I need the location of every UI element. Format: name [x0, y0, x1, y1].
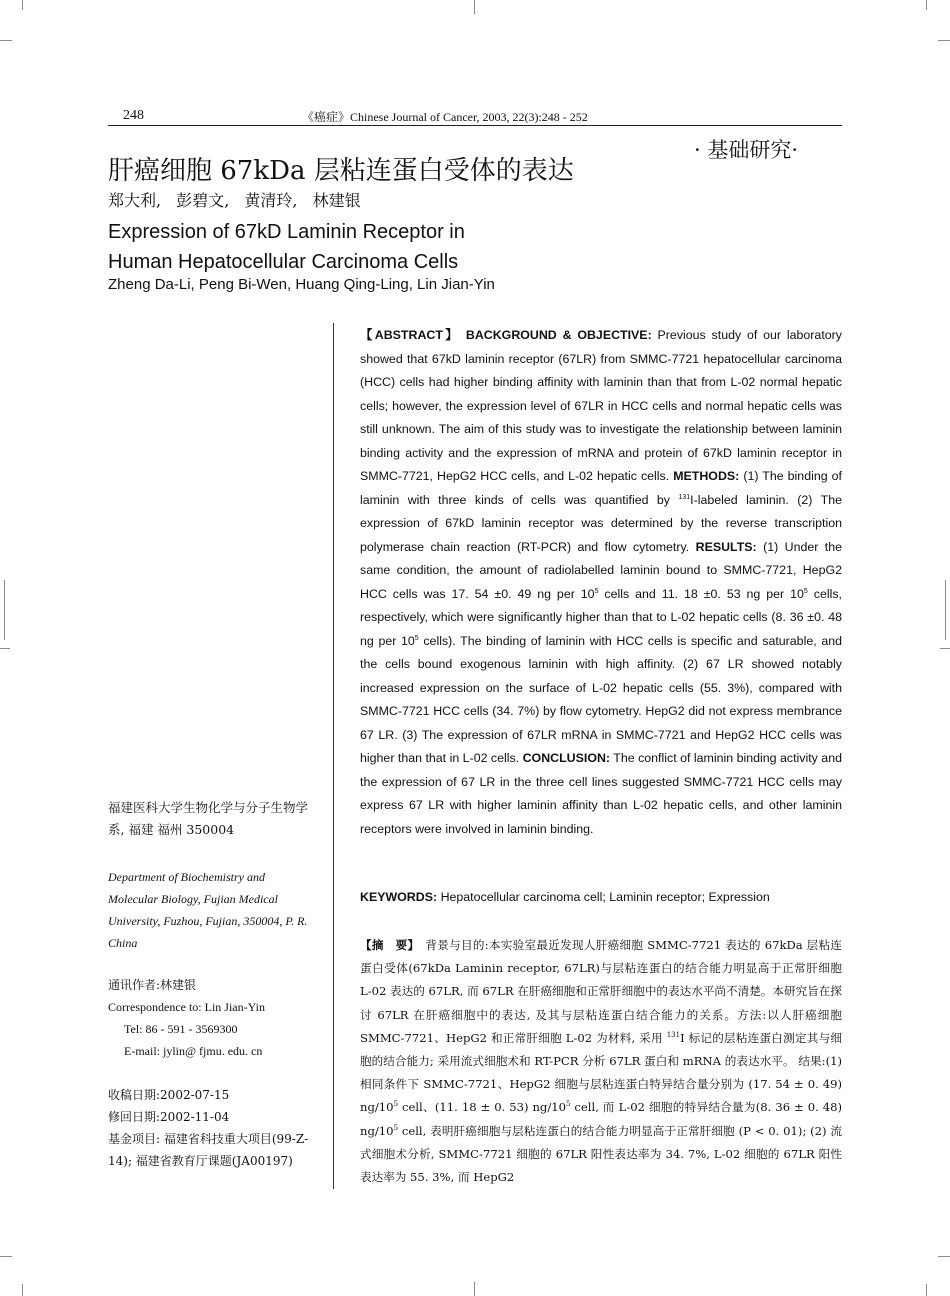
keywords	[360, 890, 842, 904]
results-text: cells). The binding of laminin with HCC cells is specific and saturable, and the cells bound exogenous laminin with high affinity. (2) 67 LR showed notably increased expression on the surface of L-02 hepatic cells (55. 3%), compared with SMMC-7721 HCC cells (34. 7%) by flow cytometry. HepG2 did not express membrance 67 LR. (3) The expression of 67LR mRNA in SMMC-7721 and HepG2 HCC cells was higher than that in L-02 cells.	[360, 633, 842, 765]
authors-en: Zheng Da-Li, Peng Bi-Wen, Huang Qing-Ling, Lin Jian-Yin	[108, 276, 495, 293]
superscript: 5	[566, 1100, 571, 1109]
background-text: Previous study of our laboratory showed that 67kD laminin receptor (67LR) from SMMC-7721 hepatocellular carcinoma (HCC) cells had higher binding affinity with laminin than that from L-02 normal hepatic cells; however, the expression level of 67LR in HCC cells and normal hepatic cells was still unknown. The aim of this study was to investigate the relationship between laminin binding activity and the expression of mRNA and protein of 67kD laminin receptor in SMMC-7721, HepG2 HCC cells, and L-02 hepatic cells.	[360, 328, 842, 483]
author-zh: 林建银	[312, 191, 361, 210]
superscript: 5	[594, 587, 599, 595]
title-en-line: Expression of 67kD Laminin Receptor in	[108, 221, 465, 243]
crop-mark	[926, 0, 927, 10]
abstract-en	[360, 324, 842, 841]
affiliation-en: Department of Biochemistry and Molecular Biology, Fujian Medical University, Fuzhou, Fujian, 350004, P. R. China	[108, 870, 308, 950]
crop-mark	[940, 648, 950, 649]
author-zh: 彭碧文,	[176, 191, 230, 210]
crop-mark	[945, 580, 946, 640]
results-text: cells, respectively, which were significantly higher than that to L-02 hepatic cells (8. 36 ±0. 48 ng per 10	[360, 586, 842, 648]
methods-text: I-labeled laminin. (2) The expression of 67kD laminin receptor was determined by the reverse transcription polymerase chain reaction (RT-PCR) and flow cytometry.	[360, 492, 842, 554]
background-label: BACKGROUND & OBJECTIVE:	[465, 328, 652, 342]
correspondence-en: Correspondence to: Lin Jian-Yin	[108, 1000, 265, 1014]
crop-mark	[0, 648, 10, 649]
crop-mark	[938, 40, 950, 41]
crop-mark	[474, 0, 475, 14]
header-rule	[108, 125, 842, 126]
authors-zh	[108, 188, 371, 211]
superscript: 131	[666, 1030, 681, 1039]
correspondence-zh: 通讯作者:林建银	[108, 978, 197, 992]
abstract-zh-text: cell、(11. 18 ± 0. 53) ng/10	[398, 1100, 566, 1115]
methods-text: (1) The binding of laminin with three kinds of cells was quantified by	[360, 469, 842, 507]
received-date: 收稿日期:2002-07-15	[108, 1088, 230, 1102]
crop-mark	[474, 1282, 475, 1296]
title-en-line: Human Hepatocellular Carcinoma Cells	[108, 251, 459, 273]
abstract-zh-text: cell, 而 L-02 细胞的特异结合量为(8. 36 ± 0. 48) ng/10	[360, 1100, 842, 1138]
crop-mark	[938, 1256, 950, 1257]
title-zh: 肝癌细胞 67kDa 层粘连蛋白受体的表达	[108, 156, 574, 186]
crop-mark	[4, 580, 5, 640]
telephone: Tel: 86 - 591 - 3569300	[124, 1022, 238, 1036]
superscript: 5	[393, 1100, 399, 1109]
title-en	[108, 217, 465, 277]
superscript: 5	[393, 1123, 399, 1132]
abstract-zh-text: cell, 表明肝癌细胞与层粘连蛋白的结合能力明显高于正常肝细胞 (P < 0. 01); (2) 流式细胞术分析, SMMC-7721 细胞的 67LR 阳性表达率为 34. 7%, L-02 细胞的 67LR 阳性表达率为 55. 3%, 而 HepG2	[360, 1123, 842, 1185]
revised-date: 修回日期:2002-11-04	[108, 1110, 230, 1124]
conclusion-label: CONCLUSION:	[522, 751, 611, 765]
abstract-zh-text: I 标记的层粘连蛋白测定其与细胞的结合能力; 采用流式细胞术和 RT-PCR 分析 67LR 蛋白和 mRNA 的表达水平。 结果:(1)相同条件下 SMMC-7721、HepG2 细胞与层粘连蛋白特异结合量分别为 (17. 54 ± 0. 49) ng/10	[360, 1030, 842, 1115]
abstract-zh-text: 背景与目的:本实验室最近发现人肝癌细胞 SMMC-7721 表达的 67kDa 层粘连蛋白受体(67kDa Laminin receptor, 67LR)与层粘连蛋白的结合能力明显高于正常肝细胞 L-02 表达的 67LR, 而 67LR 在肝癌细胞和正常肝细胞中的表达水平尚不清楚。本研究旨在探讨 67LR 在肝癌细胞中的表达, 及其与层粘连蛋白结合能力的关系。方法:以人肝癌细胞 SMMC-7721、HepG2 和正常肝细胞 L-02 为材料, 采用	[360, 938, 842, 1045]
superscript: 5	[414, 634, 419, 642]
section-label: · 基础研究·	[694, 138, 799, 162]
article-dates	[108, 1084, 313, 1172]
crop-mark	[0, 1256, 12, 1257]
keywords-text: Hepatocellular carcinoma cell; Laminin receptor; Expression	[440, 890, 770, 904]
affiliation-zh: 福建医科大学生物化学与分子生物学系, 福建 福州 350004	[108, 800, 309, 837]
superscript: 5	[803, 587, 808, 595]
email: E-mail: jylin@ fjmu. edu. cn	[124, 1044, 263, 1058]
results-text: (1) Under the same condition, the amount of radiolabelled laminin bound to SMMC-7721, HepG2 HCC cells was 17. 54 ±0. 49 ng per 10	[360, 539, 842, 601]
keywords-label: KEYWORDS:	[360, 890, 438, 904]
page-number: 248	[123, 108, 144, 123]
results-text: cells and 11. 18 ±0. 53 ng per 10	[598, 586, 804, 601]
running-head: 《癌症》Chinese Journal of Cancer, 2003, 22(3):248 - 252	[302, 110, 588, 124]
crop-mark	[0, 40, 12, 41]
correspondence	[108, 974, 313, 1062]
crop-mark	[22, 0, 23, 10]
author-zh: 黄清玲,	[244, 191, 298, 210]
author-zh: 郑大利,	[108, 191, 162, 210]
fund-info: 基金项目: 福建省科技重大项目(99-Z-14); 福建省教育厅课题(JA00197)	[108, 1132, 309, 1168]
abstract-zh	[360, 934, 842, 1189]
column-divider	[333, 323, 334, 1189]
results-label: RESULTS:	[695, 539, 757, 554]
abstract-zh-label: 【摘 要】	[360, 938, 414, 952]
methods-label: METHODS:	[673, 469, 740, 483]
conclusion-text: The conflict of laminin binding activity and the expression of 67 LR in the three cell lines suggested SMMC-7721 HCC cells may express 67 LR with higher laminin affinity than L-02 hepatic cells, and other laminin receptors were involved in laminin binding.	[360, 751, 842, 836]
crop-mark	[22, 1284, 23, 1296]
superscript: 131	[678, 493, 691, 501]
abstract-label: 【ABSTRACT】	[360, 328, 461, 342]
crop-mark	[926, 1284, 927, 1296]
